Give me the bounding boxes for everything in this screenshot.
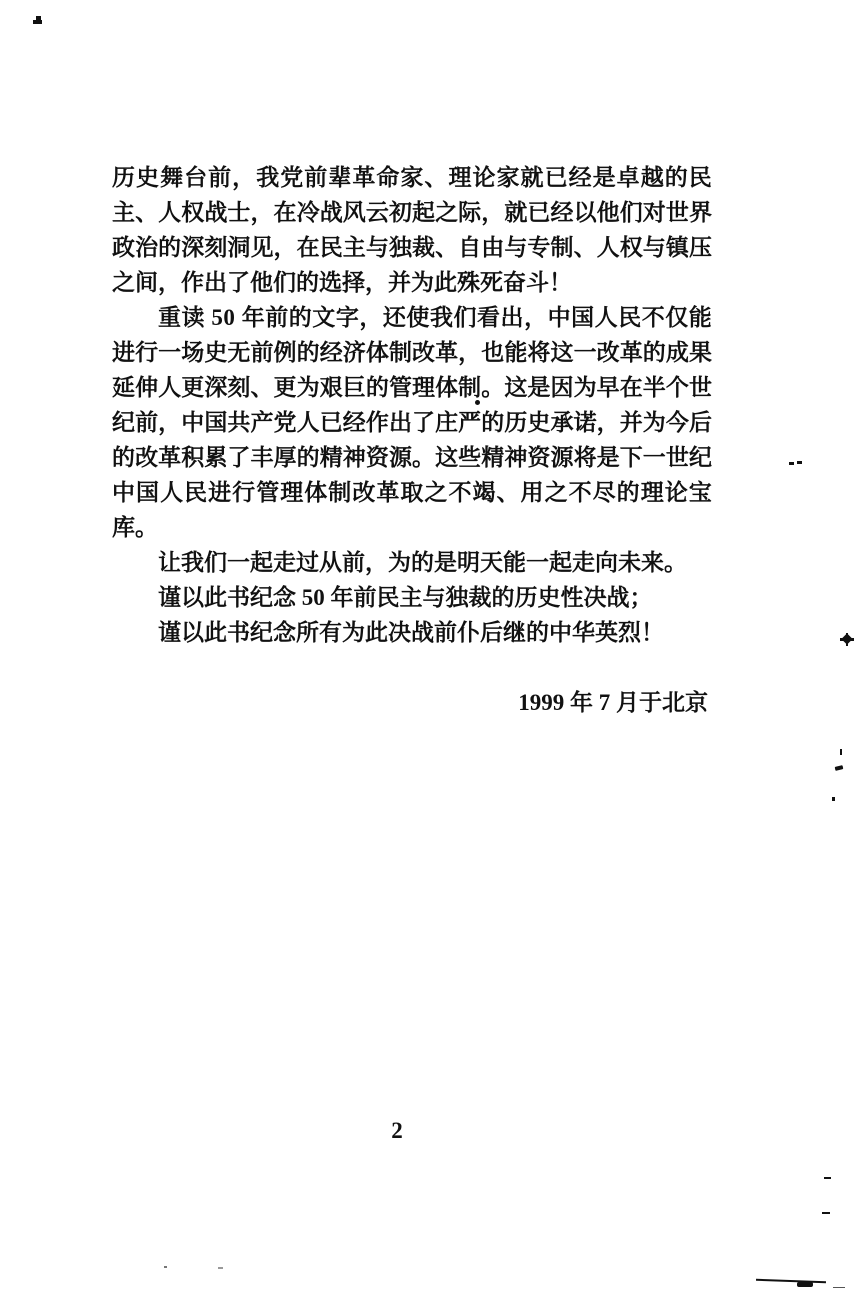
- text-line: 谨以此书纪念 50 年前民主与独裁的历史性决战；: [158, 585, 653, 610]
- text-line: 主 、 人 权 战 士 ， 在 冷 战 风 云 初 起 之 际 ， 就 已 经 以 他 们 对 世 界: [112, 200, 712, 225]
- scan-artifact-tick: [840, 749, 842, 755]
- scan-artifact-margin-specks: [789, 462, 794, 465]
- scan-artifact-topleft-speck: [33, 16, 42, 24]
- scan-artifact-speck: [832, 797, 835, 801]
- text-line: 库。: [112, 515, 158, 540]
- text-line: 之间，作出了他们的选择，并为此殊死奋斗！: [112, 270, 572, 295]
- scan-artifact-bottom-blob: [797, 1282, 813, 1287]
- text-line: 进 行 一 场 史 无 前 例 的 经 济 体 制 改 革 ， 也 能 将 这 一 改 革 的 成 果: [112, 340, 712, 365]
- text-line: 谨以此书纪念所有为此决战前仆后继的中华英烈！: [158, 620, 664, 645]
- scan-artifact-dash: [824, 1177, 831, 1179]
- text-line: 中 国 人 民 进 行 管 理 体 制 改 革 取 之 不 竭 、 用 之 不 尽 的 理 论 宝: [112, 480, 712, 505]
- page-number: 2: [391, 1118, 403, 1143]
- text-line: 的 改 革 积 累 了 丰 厚 的 精 神 资 源 。 这 些 精 神 资 源 将 是 下 一 世 纪: [112, 445, 712, 470]
- text-line: 重 读 5 0 年 前 的 文 字 ， 还 使 我 们 看 出 ， 中 国 人 民 不 仅 能: [158, 305, 712, 330]
- scan-artifact-tick: [835, 765, 844, 771]
- page-text: [112, 160, 712, 720]
- scan-artifact-star-blob: [840, 633, 854, 646]
- scan-artifact-speck: [164, 1266, 167, 1268]
- text-line: 历 史 舞 台 前 ， 我 党 前 辈 革 命 家 、 理 论 家 就 已 经 是 卓 越 的 民: [112, 165, 712, 190]
- text-line: 纪 前 ， 中 国 共 产 党 人 已 经 作 出 了 庄 严 的 历 史 承 诺 ， 并 为 今 后: [112, 410, 712, 435]
- text-line: 延 伸 人 更 深 刻 、 更 为 艰 巨 的 管 理 体 制 。 这 是 因 为 早 在 半 个 世: [112, 375, 712, 400]
- scan-artifact-ink-dot: [475, 400, 480, 405]
- scan-artifact-speck: [218, 1267, 223, 1269]
- scan-artifact-dash: [822, 1212, 830, 1214]
- text-line: 让我们一起走过从前，为的是明天能一起走向未来。: [158, 550, 687, 575]
- scan-artifact-bottom-streak: [756, 1279, 826, 1283]
- dateline: 1999 年 7 月于北京: [518, 690, 708, 715]
- text-line: 政 治 的 深 刻 洞 见 ， 在 民 主 与 独 裁 、 自 由 与 专 制 、 人 权 与 镇 压: [112, 235, 712, 260]
